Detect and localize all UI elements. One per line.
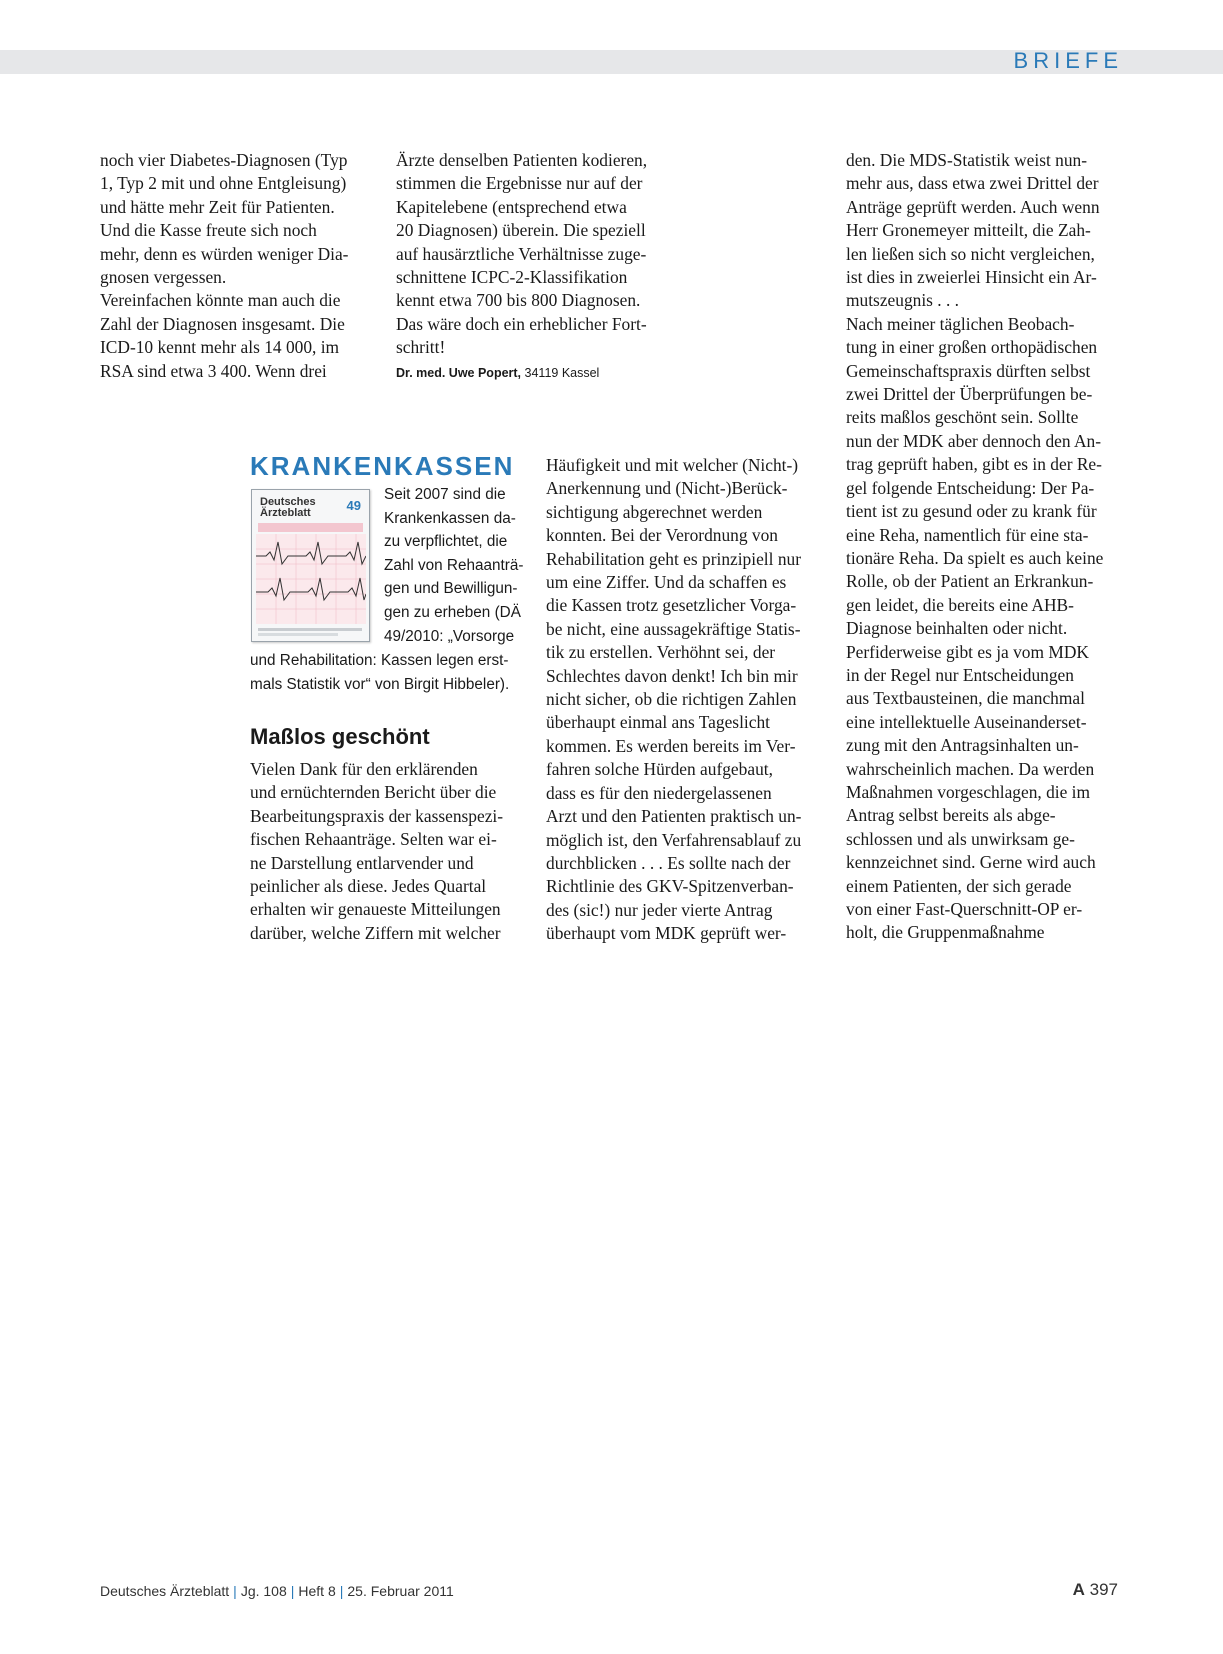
footer-date: 25. Februar 2011	[347, 1583, 454, 1599]
text-line: nun der MDK aber dennoch den An-	[846, 430, 1101, 451]
signature-place: 34119 Kassel	[524, 366, 600, 380]
text-line: schlossen und als unwirksam ge-	[846, 828, 1075, 849]
text-line: mehr aus, dass etwa zwei Drittel der	[846, 173, 1099, 194]
text-line: tionäre Reha. Da spielt es auch keine	[846, 547, 1104, 568]
text-line: gen und Bewilligun-	[384, 580, 518, 598]
text-line: möglich ist, den Verfahrensablauf zu	[546, 829, 802, 850]
text-line: be nicht, eine aussagekräftige Statis-	[546, 618, 801, 639]
text-line: 20 Diagnosen) überein. Die speziell	[396, 220, 646, 241]
signature-name: Dr. med. Uwe Popert,	[396, 366, 522, 380]
text-line: den. Die MDS-Statistik weist nun-	[846, 150, 1088, 170]
text-line: fischen Rehaanträge. Selten war ei-	[250, 829, 497, 850]
text-line: des (sic!) nur jeder vierte Antrag	[546, 899, 773, 920]
footer-separator: |	[290, 1583, 295, 1599]
letter-signature	[396, 362, 599, 384]
text-line: in der Regel nur Entscheidungen	[846, 664, 1074, 685]
text-line: Ärzte denselben Patienten kodieren,	[396, 150, 648, 170]
text-line: Das wäre doch ein erheblicher Fort-	[396, 313, 647, 334]
text-line: Kapitelebene (entsprechend etwa	[396, 196, 627, 217]
lead-text-beside-cover	[384, 483, 523, 648]
text-line: trag geprüft haben, gibt es in der Re-	[846, 454, 1102, 475]
text-line: Anerkennung und (Nicht-)Berück-	[546, 478, 788, 499]
text-line: Und die Kasse freute sich noch	[100, 220, 317, 241]
text-line: konnten. Bei der Verordnung von	[546, 525, 778, 546]
text-line: zu verpflichtet, die	[384, 533, 508, 551]
text-line: eine intellektuelle Auseinanderset-	[846, 711, 1087, 732]
cover-title-line-1: Deutsches	[260, 496, 316, 508]
text-line: durchblicken . . . Es sollte nach der	[546, 852, 791, 873]
text-line: überhaupt einmal ans Tageslicht	[546, 712, 770, 733]
text-line: von einer Fast-Querschnitt-OP er-	[846, 899, 1083, 919]
text-line: gnosen vergessen.	[100, 267, 227, 288]
text-line: ist dies in zweierlei Hinsicht ein Ar-	[846, 267, 1097, 288]
footer-separator: |	[339, 1583, 344, 1599]
section-heading-krankenkassen: KRANKENKASSEN	[250, 451, 515, 481]
footer-issue: Heft 8	[298, 1583, 336, 1599]
text-line: Diagnose beinhalten oder nicht.	[846, 618, 1068, 639]
text-line: mals Statistik vor“ von Birgit Hibbeler).	[250, 675, 510, 693]
lead-text-full-width	[250, 649, 509, 696]
text-line: überhaupt vom MDK geprüft wer-	[546, 923, 787, 944]
text-line: darüber, welche Ziffern mit welcher	[250, 922, 501, 943]
cover-title	[260, 497, 316, 519]
text-line: reits maßlos geschönt sein. Sollte	[846, 407, 1079, 428]
text-line: aus Textbausteinen, die manchmal	[846, 688, 1085, 709]
text-line: Anträge geprüft werden. Auch wenn	[846, 196, 1100, 217]
text-line: Rolle, ob der Patient an Erkrankun-	[846, 571, 1094, 592]
text-line: ne Darstellung entlarvender und	[250, 852, 474, 873]
text-line: schnittene ICPC-2-Klassifikation	[396, 267, 628, 288]
text-line: Zahl von Rehaanträ-	[384, 556, 524, 574]
footer-journal: Deutsches Ärzteblatt	[100, 1583, 230, 1599]
text-line: Vielen Dank für den erklärenden	[250, 759, 478, 779]
footer-citation	[100, 1583, 454, 1599]
text-line: einem Patienten, der sich gerade	[846, 875, 1072, 896]
column-1-text	[100, 149, 348, 383]
text-line: Gemeinschaftspraxis dürften selbst	[846, 360, 1091, 381]
text-line: mutszeugnis . . .	[846, 290, 960, 311]
ecg-illustration	[256, 534, 366, 624]
cover-footer-bar-2	[258, 633, 338, 636]
text-line: Herr Gronemeyer mitteilt, die Zah-	[846, 220, 1091, 241]
text-line: Nach meiner täglichen Beobach-	[846, 313, 1075, 334]
page-prefix: A	[1072, 1580, 1085, 1599]
text-line: Maßnahmen vorgeschlagen, die im	[846, 781, 1091, 802]
letter-body-start	[250, 758, 503, 945]
text-line: 1, Typ 2 mit und ohne Entgleisung)	[100, 173, 347, 194]
text-line: tung in einer großen orthopädischen	[846, 337, 1098, 358]
text-line: kommen. Es werden bereits im Ver-	[546, 735, 796, 756]
text-line: und Rehabilitation: Kassen legen erst-	[250, 652, 509, 669]
text-line: gen leidet, die bereits eine AHB-	[846, 594, 1074, 615]
text-line: peinlicher als diese. Jedes Quartal	[250, 876, 487, 897]
text-line: die Kassen trotz gesetzlicher Vorga-	[546, 595, 797, 616]
text-line: Arzt und den Patienten praktisch un-	[546, 806, 802, 827]
footer-volume: Jg. 108	[240, 1583, 287, 1599]
text-line: und ernüchternden Bericht über die	[250, 782, 497, 803]
text-line: und hätte mehr Zeit für Patienten.	[100, 196, 335, 217]
text-line: dass es für den niedergelassenen	[546, 782, 772, 803]
text-line: Schlechtes davon denkt! Ich bin mir	[546, 665, 798, 686]
text-line: um eine Ziffer. Und da schaffen es	[546, 572, 787, 593]
text-line: kennt etwa 700 bis 800 Diagnosen.	[396, 290, 641, 311]
text-line: Richtlinie des GKV-Spitzenverban-	[546, 876, 794, 897]
text-line: stimmen die Ergebnisse nur auf der	[396, 173, 643, 194]
text-line: gen zu erheben (DÄ	[384, 603, 521, 621]
text-line: eine Reha, namentlich für eine sta-	[846, 524, 1089, 545]
text-line: tient ist zu gesund oder zu krank für	[846, 501, 1097, 522]
text-line: kennzeichnet sind. Gerne wird auch	[846, 852, 1096, 873]
text-line: wahrscheinlich machen. Da werden	[846, 758, 1095, 779]
text-line: sichtigung abgerechnet werden	[546, 501, 763, 522]
footer-separator: |	[233, 1583, 237, 1599]
text-line: Vereinfachen könnte man auch die	[100, 290, 341, 311]
text-line: ICD-10 kennt mehr als 14 000, im	[100, 337, 340, 358]
text-line: 49/2010: „Vorsorge	[384, 627, 515, 645]
text-line: Häufigkeit und mit welcher (Nicht-)	[546, 455, 799, 475]
text-line: auf hausärztliche Verhältnisse zuge-	[396, 243, 647, 264]
column-right-text	[846, 149, 1103, 945]
text-line: nicht sicher, ob die richtigen Zahlen	[546, 689, 797, 710]
text-line: gel folgende Entscheidung: Der Pa-	[846, 477, 1095, 498]
text-line: Bearbeitungspraxis der kassenspezi-	[250, 805, 504, 826]
text-line: Krankenkassen da-	[384, 509, 516, 527]
column-2-text	[396, 149, 647, 360]
text-line: Antrag selbst bereits als abge-	[846, 805, 1056, 826]
section-label: BRIEFE	[1013, 48, 1123, 73]
cover-footer-bar	[258, 628, 362, 631]
page-number	[1073, 1580, 1118, 1600]
text-line: holt, die Gruppenmaßnahme	[846, 922, 1045, 943]
cover-banner	[258, 523, 363, 532]
page-number-value: 397	[1089, 1580, 1118, 1599]
column-middle-text	[546, 454, 801, 946]
letter-heading: Maßlos geschönt	[250, 724, 430, 749]
text-line: fahren solche Hürden aufgebaut,	[546, 759, 773, 780]
text-line: Zahl der Diagnosen insgesamt. Die	[100, 313, 345, 334]
text-line: Perfiderweise gibt es ja vom MDK	[846, 641, 1089, 662]
text-line: noch vier Diabetes-Diagnosen (Typ	[100, 150, 348, 170]
cover-title-line-2: Ärzteblatt	[260, 507, 311, 519]
text-line: len ließen sich so nicht vergleichen,	[846, 243, 1095, 264]
text-line: schritt!	[396, 337, 446, 358]
text-line: tik zu erstellen. Verhöhnt sei, der	[546, 642, 776, 663]
text-line: zung mit den Antragsinhalten un-	[846, 735, 1079, 756]
text-line: RSA sind etwa 3 400. Wenn drei	[100, 360, 327, 381]
text-line: erhalten wir genaueste Mitteilungen	[250, 899, 501, 920]
cover-issue-number: 49	[346, 498, 361, 513]
text-line: Rehabilitation geht es prinzipiell nur	[546, 548, 802, 569]
text-line: zwei Drittel der Überprüfungen be-	[846, 384, 1093, 405]
text-line: Seit 2007 sind die	[384, 486, 506, 503]
journal-cover-thumbnail	[251, 489, 370, 642]
text-line: mehr, denn es würden weniger Dia-	[100, 243, 349, 264]
